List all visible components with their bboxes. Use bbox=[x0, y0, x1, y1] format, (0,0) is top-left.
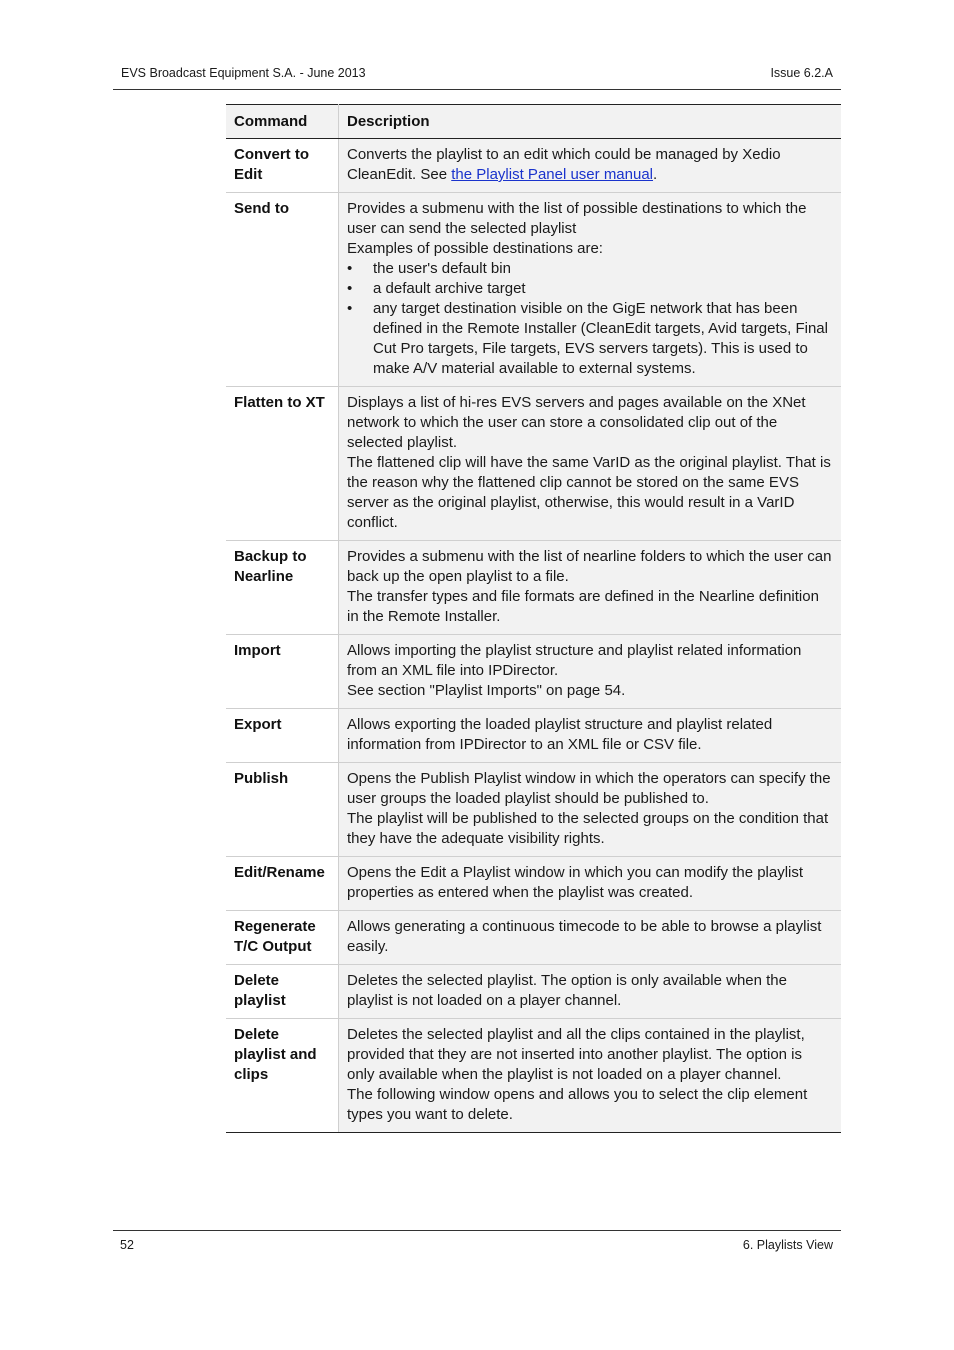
playlist-panel-manual-link[interactable]: the Playlist Panel user manual bbox=[451, 166, 654, 183]
command-name: Regenerate T/C Output bbox=[226, 911, 339, 965]
description-text: Allows importing the playlist structure and playlist related information from an XML file into IPDirector. bbox=[347, 642, 802, 679]
description-text: Converts the playlist to an edit which could be managed by Xedio CleanEdit. See bbox=[347, 146, 781, 183]
command-name: Edit/Rename bbox=[226, 857, 339, 911]
command-name: Export bbox=[226, 709, 339, 763]
command-name: Backup to Nearline bbox=[226, 541, 339, 635]
description-text: Opens the Publish Playlist window in which the operators can specify the user groups the loaded playlist should be published to. bbox=[347, 770, 831, 807]
description-text: Allows generating a continuous timecode to be able to browse a playlist easily. bbox=[347, 918, 822, 955]
column-header-command: Command bbox=[226, 105, 339, 139]
destination-list bbox=[347, 259, 833, 379]
table-row bbox=[226, 709, 841, 763]
bullet-icon: • bbox=[347, 300, 353, 317]
description-text: Displays a list of hi-res EVS servers and pages available on the XNet network to which the user can store a consolidated clip out of the selected playlist. bbox=[347, 394, 806, 451]
command-description bbox=[339, 635, 842, 709]
table-row bbox=[226, 763, 841, 857]
table-row bbox=[226, 193, 841, 387]
description-text: Examples of possible destinations are: bbox=[347, 240, 603, 257]
command-description bbox=[339, 709, 842, 763]
command-name: Import bbox=[226, 635, 339, 709]
command-description bbox=[339, 763, 842, 857]
command-description bbox=[339, 387, 842, 541]
command-description bbox=[339, 193, 842, 387]
description-text: Provides a submenu with the list of possible destinations to which the user can send the selected playlist bbox=[347, 200, 807, 237]
list-item: • any target destination visible on the GigE network that has been defined in the Remote Installer (CleanEdit targets, Avid targets, Final Cut Pro targets, File targets, EVS servers targets). This is used to make A/V material available to external systems. bbox=[347, 300, 828, 377]
command-description bbox=[339, 1019, 842, 1133]
footer-section: 6. Playlists View bbox=[742, 1238, 833, 1252]
description-text: Provides a submenu with the list of nearline folders to which the user can back up the open playlist to a file. bbox=[347, 548, 832, 585]
command-description bbox=[339, 911, 842, 965]
table-row bbox=[226, 541, 841, 635]
footer-divider bbox=[113, 1230, 841, 1231]
header-issue: Issue 6.2.A bbox=[770, 66, 833, 80]
description-text: See section "Playlist Imports" on page 54. bbox=[347, 682, 626, 699]
command-name: Convert to Edit bbox=[226, 139, 339, 193]
command-description bbox=[339, 965, 842, 1019]
description-text: Allows exporting the loaded playlist structure and playlist related information from IPDirector to an XML file or CSV file. bbox=[347, 716, 773, 753]
list-item: • a default archive target bbox=[347, 280, 526, 297]
description-text: The flattened clip will have the same VarID as the original playlist. That is the reason why the flattened clip cannot be stored on the same EVS server as the original playlist, otherwise, this would result in a VarID conflict. bbox=[347, 454, 831, 531]
table-row bbox=[226, 139, 841, 193]
bullet-icon: • bbox=[347, 280, 353, 297]
command-description bbox=[339, 139, 842, 193]
command-description bbox=[339, 541, 842, 635]
page-number: 52 bbox=[120, 1238, 134, 1252]
table-row bbox=[226, 635, 841, 709]
command-name: Delete playlist bbox=[226, 965, 339, 1019]
table-row bbox=[226, 857, 841, 911]
description-text: Opens the Edit a Playlist window in which you can modify the playlist properties as entered when the playlist was created. bbox=[347, 864, 804, 901]
table-row bbox=[226, 387, 841, 541]
commands-table bbox=[226, 104, 841, 1133]
table-row bbox=[226, 1019, 841, 1133]
command-name: Publish bbox=[226, 763, 339, 857]
command-name: Delete playlist and clips bbox=[226, 1019, 339, 1133]
header-publisher: EVS Broadcast Equipment S.A. - June 2013 bbox=[121, 66, 366, 80]
command-description bbox=[339, 857, 842, 911]
header-divider bbox=[113, 89, 841, 90]
table-row bbox=[226, 911, 841, 965]
column-header-description: Description bbox=[339, 105, 842, 139]
description-text: Deletes the selected playlist and all the clips contained in the playlist, provided that they are not inserted into another playlist. The option is only available when the playlist is not loaded on a player channel. bbox=[347, 1026, 805, 1083]
table-header-row bbox=[226, 105, 841, 139]
table-row bbox=[226, 965, 841, 1019]
description-text: Deletes the selected playlist. The option is only available when the playlist is not loaded on a player channel. bbox=[347, 972, 787, 1009]
description-text: The playlist will be published to the selected groups on the condition that they have the adequate visibility rights. bbox=[347, 810, 829, 847]
description-text: The following window opens and allows you to select the clip element types you want to delete. bbox=[347, 1086, 808, 1123]
description-text: The transfer types and file formats are defined in the Nearline definition in the Remote Installer. bbox=[347, 588, 819, 625]
list-item: • the user's default bin bbox=[347, 260, 511, 277]
command-name: Flatten to XT bbox=[226, 387, 339, 541]
bullet-icon: • bbox=[347, 260, 353, 277]
command-name: Send to bbox=[226, 193, 339, 387]
description-text: . bbox=[653, 166, 658, 183]
